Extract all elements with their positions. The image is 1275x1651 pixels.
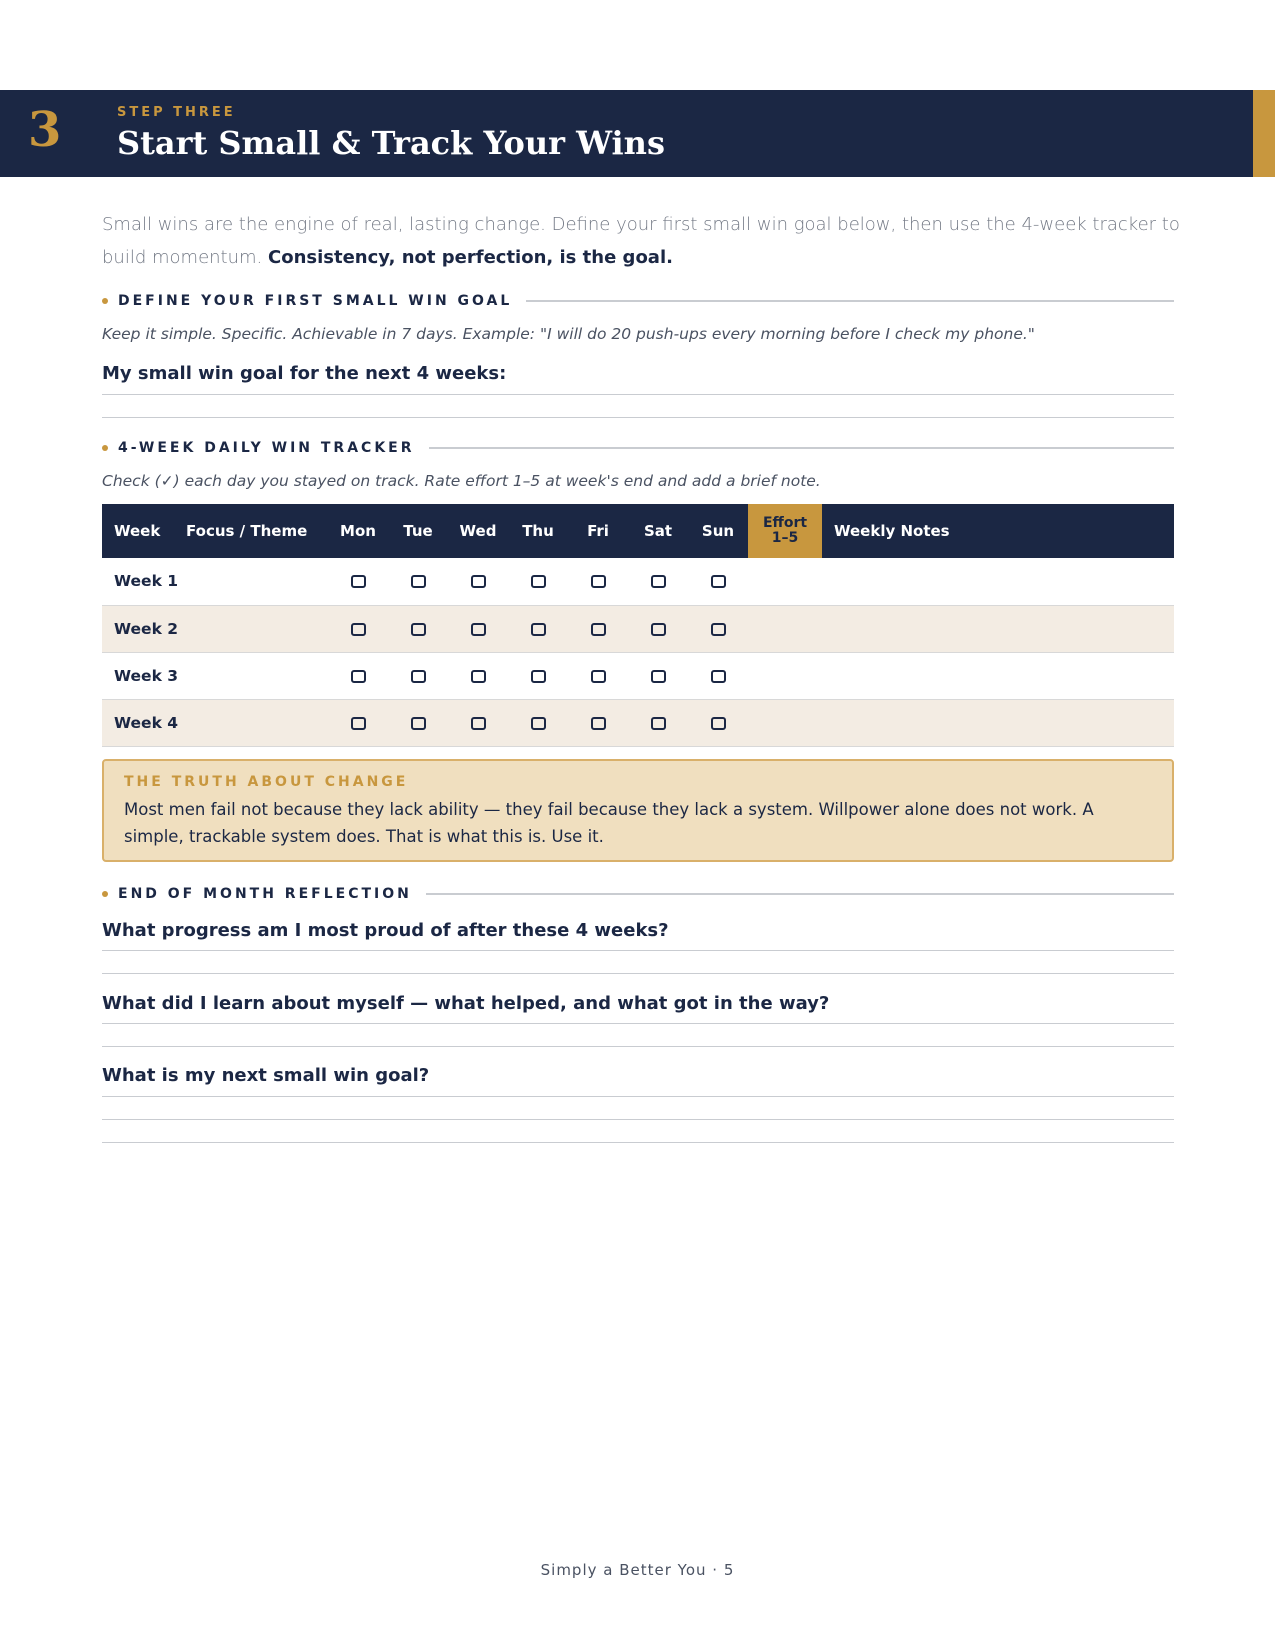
col-sat: Sat xyxy=(628,504,688,558)
tracker-hint: Check (✓) each day you stayed on track. Rate effort 1–5 at week's end and add a brief note. xyxy=(102,472,821,490)
col-focus-theme: Focus / Theme xyxy=(184,504,328,558)
section-divider xyxy=(526,300,1174,302)
day-checkbox[interactable] xyxy=(711,575,726,588)
day-checkbox[interactable] xyxy=(531,717,546,730)
col-sun: Sun xyxy=(688,504,748,558)
tracker-section-label: 4-WEEK DAILY WIN TRACKER xyxy=(118,440,415,456)
header-accent-bar xyxy=(1253,90,1275,177)
effort-cell[interactable] xyxy=(748,699,822,746)
col-fri: Fri xyxy=(568,504,628,558)
step-header xyxy=(0,90,1275,177)
col-thu: Thu xyxy=(508,504,568,558)
notes-cell[interactable] xyxy=(822,558,1174,605)
section-divider xyxy=(429,447,1174,449)
tracker-header-row xyxy=(102,504,1174,558)
col-week: Week xyxy=(102,504,184,558)
day-checkbox[interactable] xyxy=(651,623,666,636)
day-checkbox[interactable] xyxy=(711,670,726,683)
reflection-answer-line[interactable] xyxy=(102,950,1174,951)
effort-cell[interactable] xyxy=(748,558,822,605)
focus-cell[interactable] xyxy=(184,652,328,699)
truth-callout xyxy=(102,759,1174,862)
day-checkbox[interactable] xyxy=(471,670,486,683)
bullet-dot-icon xyxy=(102,891,108,897)
section-divider xyxy=(426,893,1174,895)
col-effort xyxy=(748,504,822,558)
day-checkbox[interactable] xyxy=(411,623,426,636)
col-effort-line2: 1–5 xyxy=(771,530,799,546)
notes-cell[interactable] xyxy=(822,699,1174,746)
day-checkbox[interactable] xyxy=(651,575,666,588)
intro-emphasis: Consistency, not perfection, is the goal. xyxy=(268,247,673,268)
col-mon: Mon xyxy=(328,504,388,558)
day-checkbox[interactable] xyxy=(591,623,606,636)
col-wed: Wed xyxy=(448,504,508,558)
day-checkbox[interactable] xyxy=(591,575,606,588)
step-label: STEP THREE xyxy=(117,105,236,120)
intro-text: Small wins are the engine of real, lasting change. Define your first small win goal below, then use the 4-week tracker to build momentum. xyxy=(102,214,1180,268)
day-checkbox[interactable] xyxy=(471,623,486,636)
day-checkbox[interactable] xyxy=(411,717,426,730)
day-checkbox[interactable] xyxy=(471,717,486,730)
day-checkbox[interactable] xyxy=(531,670,546,683)
tracker-row xyxy=(102,699,1174,746)
day-checkbox[interactable] xyxy=(651,670,666,683)
day-checkbox[interactable] xyxy=(351,623,366,636)
effort-cell[interactable] xyxy=(748,652,822,699)
goal-section-label: DEFINE YOUR FIRST SMALL WIN GOAL xyxy=(118,293,513,309)
notes-cell[interactable] xyxy=(822,652,1174,699)
reflection-question: What did I learn about myself — what helped, and what got in the way? xyxy=(102,993,830,1014)
reflection-answer-line[interactable] xyxy=(102,1096,1174,1097)
goal-answer-line[interactable] xyxy=(102,394,1174,395)
page-title: Start Small & Track Your Wins xyxy=(117,124,665,162)
bullet-dot-icon xyxy=(102,298,108,304)
reflection-question: What is my next small win goal? xyxy=(102,1065,430,1086)
tracker-section-heading xyxy=(102,438,1174,458)
goal-hint: Keep it simple. Specific. Achievable in 7 days. Example: "I will do 20 push-ups every morning before I check my phone." xyxy=(102,325,1035,343)
day-checkbox[interactable] xyxy=(531,623,546,636)
day-checkbox[interactable] xyxy=(711,623,726,636)
day-checkbox[interactable] xyxy=(351,670,366,683)
effort-cell[interactable] xyxy=(748,605,822,652)
reflection-answer-line[interactable] xyxy=(102,1119,1174,1120)
tracker-row xyxy=(102,605,1174,652)
bullet-dot-icon xyxy=(102,445,108,451)
win-tracker-table xyxy=(102,504,1174,747)
reflection-question: What progress am I most proud of after these 4 weeks? xyxy=(102,920,669,941)
day-checkbox[interactable] xyxy=(351,575,366,588)
week-label: Week 3 xyxy=(102,652,184,699)
day-checkbox[interactable] xyxy=(591,670,606,683)
goal-prompt: My small win goal for the next 4 weeks: xyxy=(102,363,507,384)
day-checkbox[interactable] xyxy=(471,575,486,588)
day-checkbox[interactable] xyxy=(531,575,546,588)
focus-cell[interactable] xyxy=(184,605,328,652)
day-checkbox[interactable] xyxy=(411,670,426,683)
notes-cell[interactable] xyxy=(822,605,1174,652)
day-checkbox[interactable] xyxy=(591,717,606,730)
week-label: Week 1 xyxy=(102,558,184,605)
page-footer: Simply a Better You · 5 xyxy=(540,1561,735,1579)
day-checkbox[interactable] xyxy=(651,717,666,730)
focus-cell[interactable] xyxy=(184,558,328,605)
week-label: Week 2 xyxy=(102,605,184,652)
reflection-answer-line[interactable] xyxy=(102,1046,1174,1047)
callout-title: THE TRUTH ABOUT CHANGE xyxy=(124,774,409,790)
reflection-answer-line[interactable] xyxy=(102,1142,1174,1143)
col-effort-line1: Effort xyxy=(762,515,808,531)
callout-text: Most men fail not because they lack ability — they fail because they lack a system. Willpower alone does not work. A simple, trackable system does. That is what this is. Use it. xyxy=(124,800,1094,846)
col-tue: Tue xyxy=(388,504,448,558)
goal-answer-line[interactable] xyxy=(102,417,1174,418)
reflection-section-heading xyxy=(102,884,1174,904)
reflection-answer-line[interactable] xyxy=(102,973,1174,974)
tracker-row xyxy=(102,558,1174,605)
intro-paragraph xyxy=(102,208,1182,274)
day-checkbox[interactable] xyxy=(411,575,426,588)
col-weekly-notes: Weekly Notes xyxy=(822,504,1174,558)
week-label: Week 4 xyxy=(102,699,184,746)
day-checkbox[interactable] xyxy=(711,717,726,730)
goal-section-heading xyxy=(102,291,1174,311)
reflection-section-label: END OF MONTH REFLECTION xyxy=(118,886,412,902)
reflection-answer-line[interactable] xyxy=(102,1023,1174,1024)
day-checkbox[interactable] xyxy=(351,717,366,730)
tracker-row xyxy=(102,652,1174,699)
step-number: 3 xyxy=(28,102,62,158)
focus-cell[interactable] xyxy=(184,699,328,746)
